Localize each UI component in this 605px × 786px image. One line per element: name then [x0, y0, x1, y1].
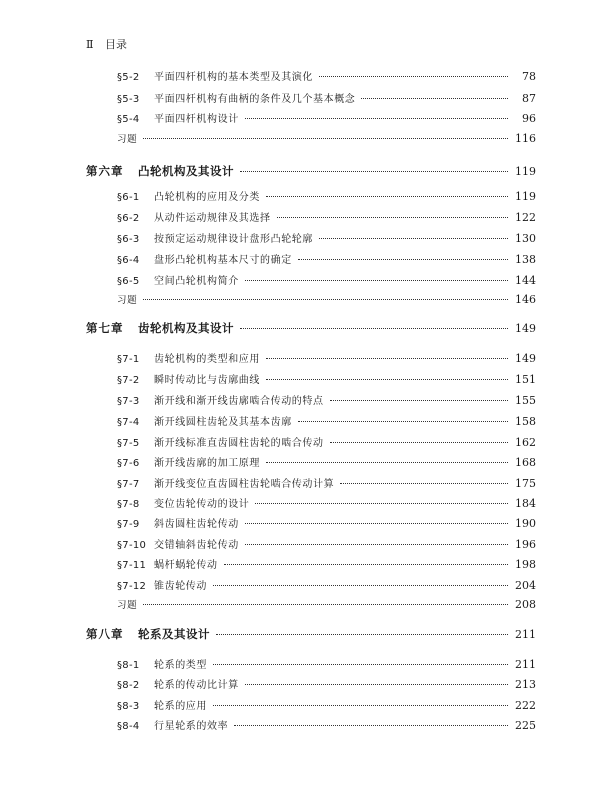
dot-leader	[266, 462, 508, 463]
entry-title: 齿轮机构的类型和应用	[154, 354, 260, 365]
dot-leader	[245, 118, 508, 119]
section-code: §8-4	[117, 721, 140, 732]
page-number: 96	[522, 112, 536, 125]
page-number: 144	[515, 274, 536, 287]
section-entry	[117, 350, 536, 366]
dot-leader	[255, 503, 508, 504]
section-code: §6-5	[117, 276, 140, 287]
dot-leader	[298, 421, 508, 422]
entry-title: 空间凸轮机构简介	[154, 276, 239, 287]
entry-title: 轮系的应用	[154, 701, 207, 712]
dot-leader	[245, 280, 508, 281]
entry-title: 渐开线和渐开线齿廓啮合传动的特点	[154, 396, 324, 407]
section-entry	[117, 413, 536, 429]
entry-title: 按预定运动规律设计盘形凸轮轮廓	[154, 234, 313, 245]
chapter-number: 第八章	[86, 627, 124, 641]
entry-title: 平面四杆机构有曲柄的条件及几个基本概念	[154, 94, 356, 105]
page-number: 78	[522, 70, 536, 83]
section-code: §5-2	[117, 72, 140, 83]
page-number: 119	[515, 190, 536, 203]
chapter-entry	[86, 320, 536, 338]
section-entry	[117, 454, 536, 470]
dot-leader	[319, 238, 508, 239]
page-number: Ⅱ	[86, 38, 94, 51]
section-code: §6-3	[117, 234, 140, 245]
page-number: 211	[515, 628, 536, 641]
section-entry	[117, 475, 536, 491]
exercise-entry	[117, 597, 536, 613]
header-title: 目录	[104, 38, 127, 51]
dot-leader	[245, 684, 508, 685]
dot-leader	[330, 400, 508, 401]
exercise-entry	[117, 292, 536, 308]
section-code: §8-1	[117, 660, 140, 671]
entry-title: 斜齿圆柱齿轮传动	[154, 519, 239, 530]
section-code: §7-4	[117, 417, 140, 428]
section-entry	[117, 90, 536, 106]
entry-title: 渐开线变位直齿圆柱齿轮啮合传动计算	[154, 479, 335, 490]
section-entry	[117, 392, 536, 408]
entry-title: 齿轮机构及其设计	[138, 321, 234, 335]
page-number: 211	[515, 658, 536, 671]
page-number: 130	[515, 232, 536, 245]
dot-leader	[213, 664, 508, 665]
section-entry	[117, 656, 536, 672]
entry-title: 渐开线圆柱齿轮及其基本齿廓	[154, 417, 292, 428]
dot-leader	[245, 523, 508, 524]
section-entry	[117, 697, 536, 713]
page-number: 149	[515, 322, 536, 335]
entry-title: 锥齿轮传动	[154, 581, 207, 592]
dot-leader	[361, 98, 508, 99]
section-entry	[117, 556, 536, 572]
entry-title: 平面四杆机构的基本类型及其演化	[154, 72, 313, 83]
section-code: §7-10	[117, 540, 147, 551]
dot-leader	[240, 328, 508, 329]
entry-title: 习题	[117, 600, 138, 611]
dot-leader	[245, 544, 508, 545]
section-code: §5-3	[117, 94, 140, 105]
section-code: §7-9	[117, 519, 140, 530]
page-number: 122	[515, 211, 536, 224]
dot-leader	[224, 564, 508, 565]
page-number: 138	[515, 253, 536, 266]
chapter-number: 第六章	[86, 164, 124, 178]
section-entry	[117, 536, 536, 552]
entry-title: 蜗杆蜗轮传动	[154, 560, 218, 571]
section-entry	[117, 272, 536, 288]
page-header	[86, 36, 127, 52]
section-entry	[117, 68, 536, 84]
entry-title: 行星轮系的效率	[154, 721, 229, 732]
dot-leader	[298, 259, 508, 260]
section-entry	[117, 110, 536, 126]
page-number: 168	[515, 456, 536, 469]
dot-leader	[266, 379, 508, 380]
chapter-entry	[86, 626, 536, 644]
section-code: §7-2	[117, 375, 140, 386]
page-number: 158	[515, 415, 536, 428]
page-number: 225	[515, 719, 536, 732]
dot-leader	[240, 171, 508, 172]
section-code: §7-8	[117, 499, 140, 510]
page-number: 222	[515, 699, 536, 712]
dot-leader	[216, 634, 508, 635]
section-entry	[117, 230, 536, 246]
page-number: 213	[515, 678, 536, 691]
section-code: §8-2	[117, 680, 140, 691]
section-code: §6-1	[117, 192, 140, 203]
section-entry	[117, 717, 536, 733]
dot-leader	[143, 604, 508, 605]
dot-leader	[277, 217, 508, 218]
entry-title: 渐开线齿廓的加工原理	[154, 458, 260, 469]
page-number: 155	[515, 394, 536, 407]
dot-leader	[266, 358, 508, 359]
page-number: 87	[522, 92, 536, 105]
section-entry	[117, 209, 536, 225]
chapter-number: 第七章	[86, 321, 124, 335]
entry-title: 习题	[117, 295, 138, 306]
entry-title: 瞬时传动比与齿廓曲线	[154, 375, 260, 386]
entry-title: 变位齿轮传动的设计	[154, 499, 250, 510]
section-entry	[117, 251, 536, 267]
dot-leader	[234, 725, 508, 726]
page-number: 184	[515, 497, 536, 510]
entry-title: 从动件运动规律及其选择	[154, 213, 271, 224]
section-code: §7-11	[117, 560, 147, 571]
dot-leader	[319, 76, 508, 77]
entry-title: 轮系的传动比计算	[154, 680, 239, 691]
entry-title: 习题	[117, 134, 138, 145]
section-entry	[117, 577, 536, 593]
section-entry	[117, 434, 536, 450]
entry-title: 凸轮机构及其设计	[138, 164, 234, 178]
entry-title: 轮系及其设计	[138, 627, 210, 641]
section-code: §6-2	[117, 213, 140, 224]
entry-title: 轮系的类型	[154, 660, 207, 671]
section-code: §8-3	[117, 701, 140, 712]
entry-title: 渐开线标准直齿圆柱齿轮的啮合传动	[154, 438, 324, 449]
section-entry	[117, 515, 536, 531]
entry-title: 盘形凸轮机构基本尺寸的确定	[154, 255, 292, 266]
page-number: 196	[515, 538, 536, 551]
dot-leader	[330, 442, 508, 443]
page-number: 162	[515, 436, 536, 449]
section-entry	[117, 676, 536, 692]
page-number: 190	[515, 517, 536, 530]
page-number: 116	[515, 132, 536, 145]
page-number: 119	[515, 165, 536, 178]
section-code: §7-3	[117, 396, 140, 407]
section-code: §7-1	[117, 354, 140, 365]
page-number: 149	[515, 352, 536, 365]
section-entry	[117, 188, 536, 204]
section-code: §6-4	[117, 255, 140, 266]
entry-title: 凸轮机构的应用及分类	[154, 192, 260, 203]
dot-leader	[143, 299, 508, 300]
section-code: §7-6	[117, 458, 140, 469]
page-number: 146	[515, 293, 536, 306]
page-number: 208	[515, 598, 536, 611]
dot-leader	[340, 483, 508, 484]
page-number: 198	[515, 558, 536, 571]
page-number: 175	[515, 477, 536, 490]
entry-title: 交错轴斜齿轮传动	[154, 540, 239, 551]
section-code: §7-12	[117, 581, 147, 592]
dot-leader	[213, 585, 508, 586]
dot-leader	[266, 196, 508, 197]
section-code: §7-5	[117, 438, 140, 449]
section-entry	[117, 371, 536, 387]
page-number: 151	[515, 373, 536, 386]
section-code: §7-7	[117, 479, 140, 490]
dot-leader	[143, 138, 508, 139]
chapter-entry	[86, 163, 536, 181]
page-number: 204	[515, 579, 536, 592]
dot-leader	[213, 705, 508, 706]
exercise-entry	[117, 131, 536, 147]
section-entry	[117, 495, 536, 511]
section-code: §5-4	[117, 114, 140, 125]
entry-title: 平面四杆机构设计	[154, 114, 239, 125]
